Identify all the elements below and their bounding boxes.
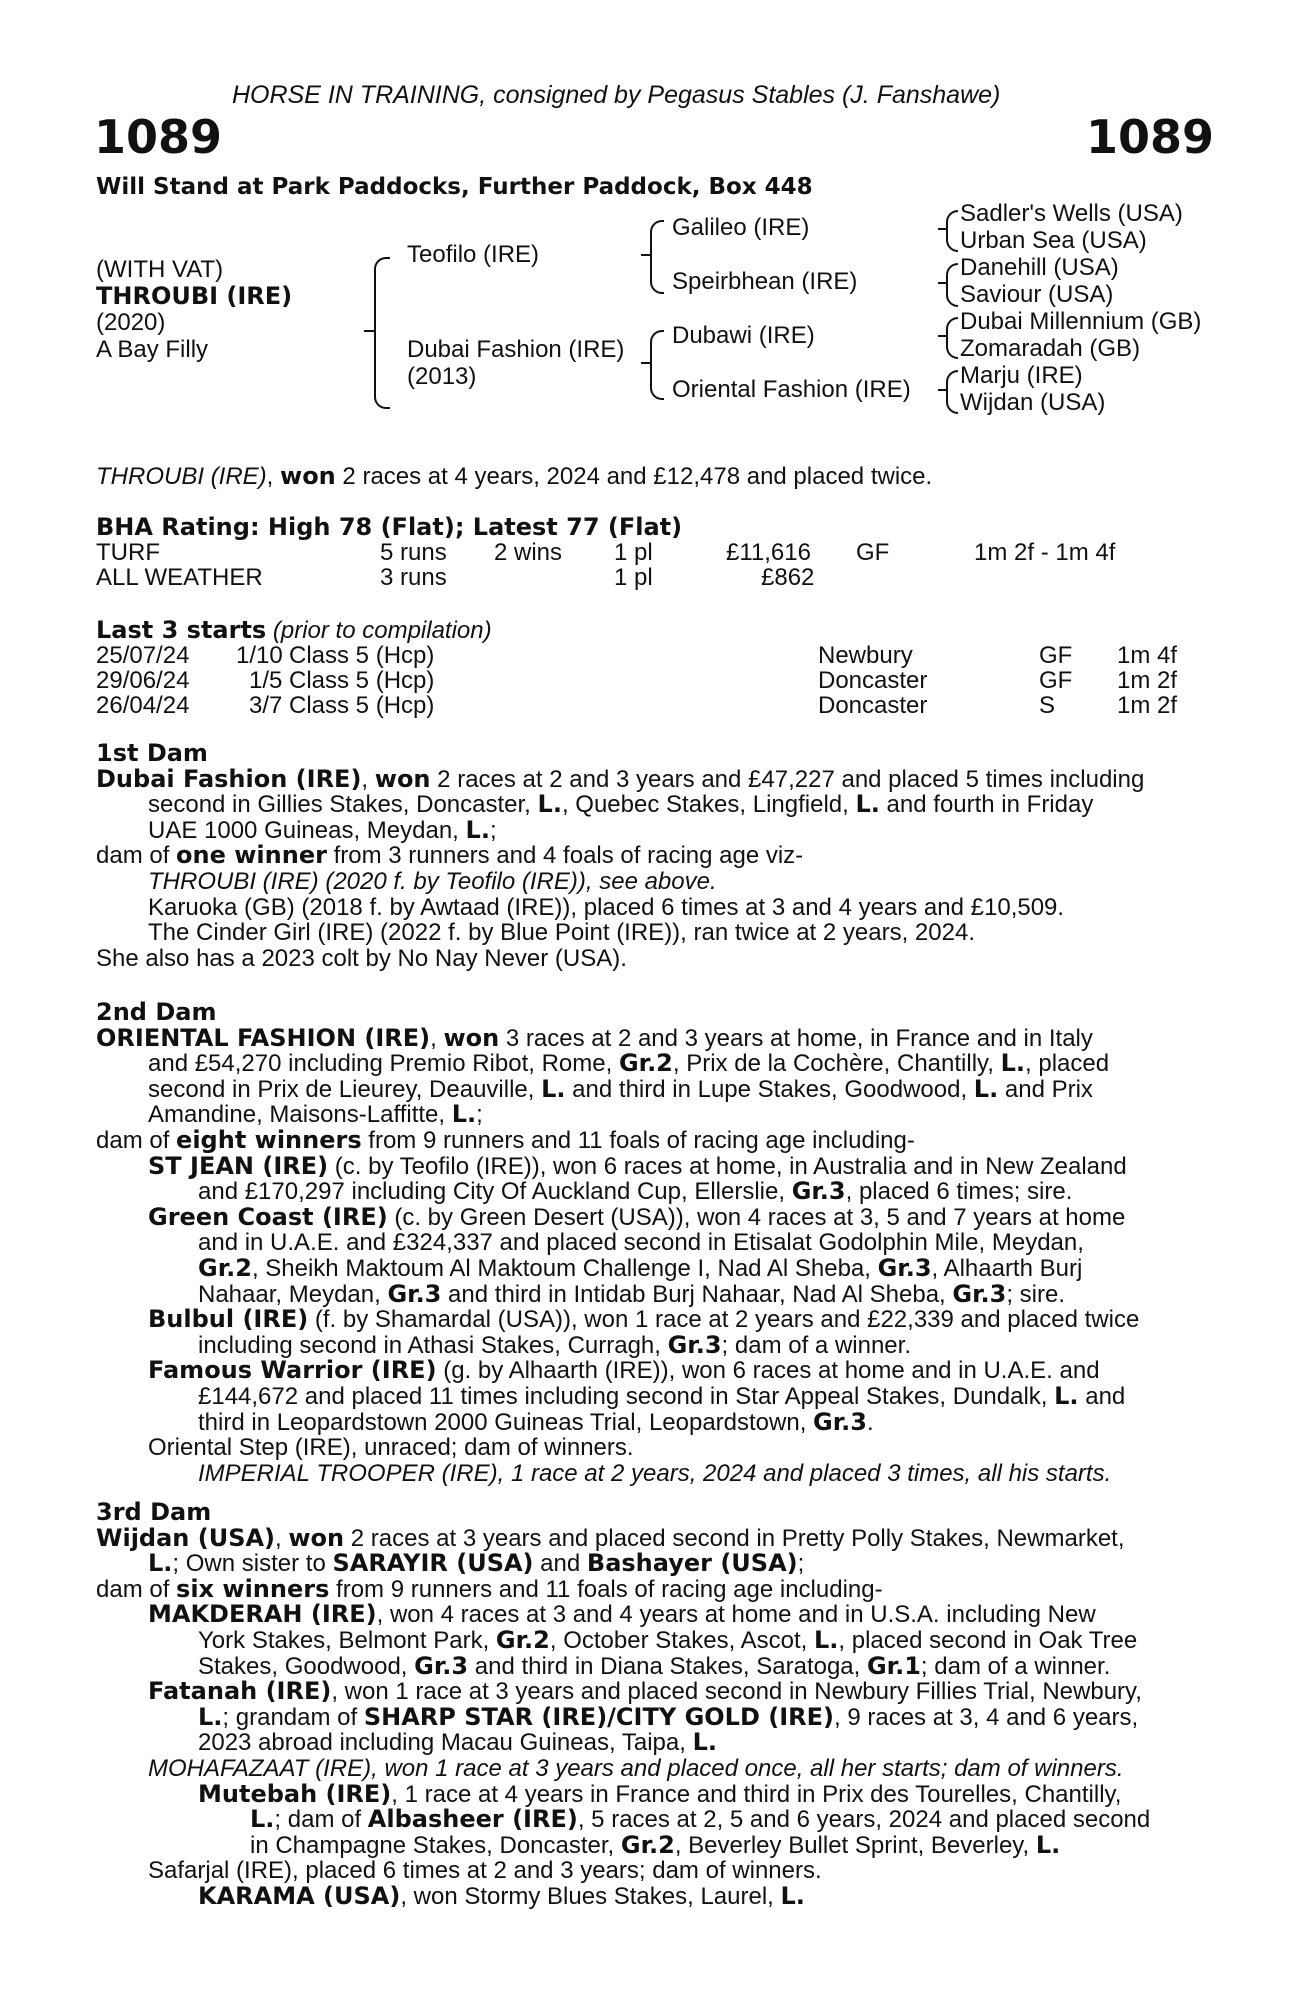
- horse-description: A Bay Filly: [96, 336, 209, 363]
- first-dam-section: 1st Dam Dubai Fashion (IRE), won 2 races at 2 and 3 years and £47,227 and placed 5 times including second in Gillies Stakes, Doncaster, L., Quebec Stakes, Lingfield, L. and fourth in Friday UAE 1000 Guineas, Meydan, L.; dam of one winner from 3 runners and 4 foals of racing age viz- THROUBI (IRE) (2020 f. by Teofilo (IRE)), see above. Karuoka (GB) (2018 f. by Awtaad (IRE)), placed 6 times at 3 and 4 years and £10,509. The Cinder Girl (IRE) (2022 f. by Blue Point (IRE)), ran twice at 2 years, 2024. She also has a 2023 colt by No Nay Never (USA).: [96, 741, 1206, 971]
- start-2-distance: 1m 2f: [1117, 667, 1178, 694]
- pedigree-brace-g1-point: [938, 228, 948, 230]
- rating-turf-prize: £11,616: [726, 539, 811, 566]
- summary-horse-name: THROUBI (IRE): [96, 463, 267, 490]
- pedigree-brace-g2: [946, 263, 958, 307]
- first-dam-produce-2: Karuoka (GB) (2018 f. by Awtaad (IRE)), placed 6 times at 3 and 4 years and £10,509.: [148, 893, 1065, 921]
- start-1-going: GF: [1039, 642, 1073, 669]
- start-3-pos: 3/7: [249, 692, 283, 719]
- pedigree-dam-sire: Dubawi (IRE): [672, 322, 815, 349]
- rating-aw-surface: ALL WEATHER: [96, 564, 263, 591]
- pedigree-brace-g3: [946, 317, 958, 359]
- stable-location: Will Stand at Park Paddocks, Further Paddock, Box 448: [96, 174, 813, 200]
- produce-bulbul: Bulbul (IRE): [148, 1305, 309, 1334]
- start-3-date: 26/04/24: [96, 692, 190, 719]
- produce-famous-warrior: Famous Warrior (IRE): [148, 1356, 437, 1385]
- start-1-distance: 1m 4f: [1117, 642, 1178, 669]
- rating-turf-wins: 2 wins: [494, 539, 563, 566]
- start-2-going: GF: [1039, 667, 1073, 694]
- lot-number-left: 1089: [94, 110, 223, 164]
- consignor-line: HORSE IN TRAINING, consigned by Pegasus Stables (J. Fanshawe): [232, 81, 1001, 109]
- pedigree-dam-dam: Oriental Fashion (IRE): [672, 376, 911, 403]
- pedigree-brace-sire-point: [641, 254, 651, 256]
- pedigree-brace-g4-point: [938, 389, 948, 391]
- horse-year: (2020): [96, 309, 166, 336]
- rating-turf-placed: 1 pl: [614, 539, 653, 566]
- start-1-course: Newbury: [818, 642, 913, 669]
- rating-turf-surface: TURF: [96, 539, 160, 566]
- second-dam-section: 2nd Dam ORIENTAL FASHION (IRE), won 3 races at 2 and 3 years at home, in France and in Italy and £54,270 including Premio Ribot, Rome, Gr.2, Prix de la Cochère, Chantilly, L., placed second in Prix de Lieurey, Deauville, L. and third in Lupe Stakes, Goodwood, L. and Prix Amandine, Maisons-Laffitte, L.; dam of eight winners from 9 runners and 11 foals of racing age including- ST JEAN (IRE) (c. by Teofilo (IRE)), won 6 races at home, in Australia and in New Zealand and £170,297 including City Of Auckland Cup, Ellerslie, Gr.3, placed 6 times; sire. Green Coast (IRE) (c. by Green Desert (USA)), won 4 races at 3, 5 and 7 years at home and in U.A.E. and £324,337 and placed second in Etisalat Godolphin Mile, Meydan, Gr.2, Sheikh Maktoum Al Maktoum Challenge I, Nad Al Sheba, Gr.3, Alhaarth Burj Nahaar, Meydan, Gr.3 and third in Intidab Burj Nahaar, Nad Al Sheba, Gr.3; sire. Bulbul (IRE) (f. by Shamardal (USA)), won 1 race at 2 years and £22,339 and placed twice including second in Athasi Stakes, Curragh, Gr.3; dam of a winner. Famous Warrior (IRE) (g. by Alhaarth (IRE)), won 6 races at home and in U.A.E. and £144,672 and placed 11 times including second in Star Appeal Stakes, Dundalk, L. and third in Leopardstown 2000 Guineas Trial, Leopardstown, Gr.3. Oriental Step (IRE), unraced; dam of winners. IMPERIAL TROOPER (IRE), 1 race at 2 years, 2024 and placed 3 times, all his starts.: [96, 1000, 1206, 1486]
- pedigree-g5: Dubai Millennium (GB): [960, 308, 1202, 335]
- produce-st-jean: ST JEAN (IRE): [148, 1151, 329, 1180]
- third-dam-section: 3rd Dam Wijdan (USA), won 2 races at 3 years and placed second in Pretty Polly Stakes, Newmarket, L.; Own sister to SARAYIR (USA) and Bashayer (USA); dam of six winners from 9 runners and 11 foals of racing age including- MAKDERAH (IRE), won 4 races at 3 and 4 years at home and in U.S.A. including New York Stakes, Belmont Park, Gr.2, October Stakes, Ascot, L., placed second in Oak Tree Stakes, Goodwood, Gr.3 and third in Diana Stakes, Saratoga, Gr.1; dam of a winner. Fatanah (IRE), won 1 race at 3 years and placed second in Newbury Fillies Trial, Newbury, L.; grandam of SHARP STAR (IRE)/CITY GOLD (IRE), 9 races at 3, 4 and 6 years, 2023 abroad including Macau Guineas, Taipa, L. MOHAFAZAAT (IRE), won 1 race at 3 years and placed once, all her starts; dam of winners. Mutebah (IRE), 1 race at 4 years in France and third in Prix des Tourelles, Chantilly, L.; dam of Albasheer (IRE), 5 races at 2, 5 and 6 years, 2024 and placed second in Champagne Stakes, Doncaster, Gr.2, Beverley Bullet Sprint, Beverley, L. Safarjal (IRE), placed 6 times at 2 and 3 years; dam of winners. KARAMA (USA), won Stormy Blues Stakes, Laurel, L.: [96, 1500, 1206, 1910]
- horse-name: THROUBI (IRE): [96, 282, 293, 310]
- last-starts-title: [96, 617, 492, 644]
- last-starts-note: (prior to compilation): [272, 617, 492, 644]
- start-2-course: Doncaster: [818, 667, 928, 694]
- rating-turf-going: GF: [856, 539, 890, 566]
- start-3-course: Doncaster: [818, 692, 928, 719]
- start-3-going: S: [1039, 692, 1056, 719]
- start-3-distance: 1m 2f: [1117, 692, 1178, 719]
- first-dam-heading: 1st Dam: [96, 739, 208, 767]
- pedigree-g2: Urban Sea (USA): [960, 227, 1147, 254]
- pedigree-g3: Danehill (USA): [960, 254, 1119, 281]
- pedigree-brace-sire: [650, 220, 664, 294]
- vat-label: (WITH VAT): [96, 256, 224, 283]
- rating-turf-runs: 5 runs: [380, 539, 447, 566]
- second-dam-heading: 2nd Dam: [96, 998, 217, 1026]
- produce-mohafazaat: MOHAFAZAAT (IRE), won 1 race at 3 years and placed once, all her starts; dam of winners.: [148, 1754, 1124, 1782]
- pedigree-sire-sire: Galileo (IRE): [672, 214, 810, 241]
- second-dam-name: ORIENTAL FASHION (IRE): [96, 1023, 431, 1052]
- pedigree-brace-main-point: [364, 330, 374, 332]
- rating-aw-prize: £862: [761, 564, 815, 591]
- start-1-pos: 1/10: [236, 642, 283, 669]
- pedigree-brace-g2-point: [938, 282, 948, 284]
- first-dam-produce-3: The Cinder Girl (IRE) (2022 f. by Blue Point (IRE)), ran twice at 2 years, 2024.: [148, 919, 975, 947]
- pedigree-g7: Marju (IRE): [960, 362, 1083, 389]
- rating-aw-runs: 3 runs: [380, 564, 447, 591]
- rating-turf-distance: 1m 2f - 1m 4f: [974, 539, 1116, 566]
- race-summary: THROUBI (IRE), won 2 races at 4 years, 2024 and £12,478 and placed twice.: [96, 462, 933, 490]
- start-1-race: Class 5 (Hcp): [289, 642, 435, 669]
- produce-safarjal: Safarjal (IRE), placed 6 times at 2 and 3 years; dam of winners.: [148, 1857, 822, 1885]
- pedigree-g6: Zomaradah (GB): [960, 335, 1141, 362]
- pedigree-sire: Teofilo (IRE): [407, 241, 540, 268]
- pedigree-brace-main: [374, 257, 390, 409]
- produce-green-coast: Green Coast (IRE): [148, 1202, 388, 1231]
- rating-aw-placed: 1 pl: [614, 564, 653, 591]
- pedigree-brace-g3-point: [938, 335, 948, 337]
- pedigree-brace-dam-point: [641, 362, 651, 364]
- produce-mutebah: Mutebah (IRE): [198, 1779, 392, 1808]
- produce-karama: KARAMA (USA): [198, 1881, 401, 1910]
- bha-rating-title: BHA Rating: High 78 (Flat); Latest 77 (Flat): [96, 513, 683, 541]
- first-dam-name: Dubai Fashion (IRE): [96, 764, 362, 793]
- first-dam-note: She also has a 2023 colt by No Nay Never (USA).: [96, 944, 627, 972]
- summary-won: won: [280, 462, 336, 490]
- start-3-race: Class 5 (Hcp): [289, 692, 435, 719]
- summary-rest: 2 races at 4 years, 2024 and £12,478 and placed twice.: [335, 463, 933, 490]
- start-2-pos: 1/5: [249, 667, 283, 694]
- pedigree-dam-year: (2013): [407, 363, 477, 390]
- start-2-date: 29/06/24: [96, 667, 190, 694]
- pedigree-sire-dam: Speirbhean (IRE): [672, 268, 858, 295]
- first-dam-produce-1: THROUBI (IRE) (2020 f. by Teofilo (IRE)), see above.: [148, 867, 717, 895]
- pedigree-brace-g4: [946, 370, 958, 414]
- pedigree-brace-dam: [650, 330, 664, 400]
- start-1-date: 25/07/24: [96, 642, 190, 669]
- pedigree-g1: Sadler's Wells (USA): [960, 200, 1183, 227]
- produce-makderah: MAKDERAH (IRE): [148, 1600, 377, 1629]
- pedigree-g8: Wijdan (USA): [960, 389, 1106, 416]
- pedigree-dam: Dubai Fashion (IRE): [407, 336, 625, 363]
- last-starts-heading: Last 3 starts: [96, 616, 267, 644]
- produce-fatanah: Fatanah (IRE): [148, 1677, 332, 1706]
- pedigree-brace-g1: [946, 210, 958, 252]
- pedigree-g4: Saviour (USA): [960, 281, 1114, 308]
- lot-number-right: 1089: [1086, 110, 1215, 164]
- start-2-race: Class 5 (Hcp): [289, 667, 435, 694]
- third-dam-name: Wijdan (USA): [96, 1523, 276, 1552]
- produce-oriental-step: Oriental Step (IRE), unraced; dam of winners.: [148, 1434, 634, 1462]
- third-dam-heading: 3rd Dam: [96, 1498, 212, 1526]
- produce-imperial-trooper: IMPERIAL TROOPER (IRE), 1 race at 2 years, 2024 and placed 3 times, all his starts.: [198, 1459, 1112, 1487]
